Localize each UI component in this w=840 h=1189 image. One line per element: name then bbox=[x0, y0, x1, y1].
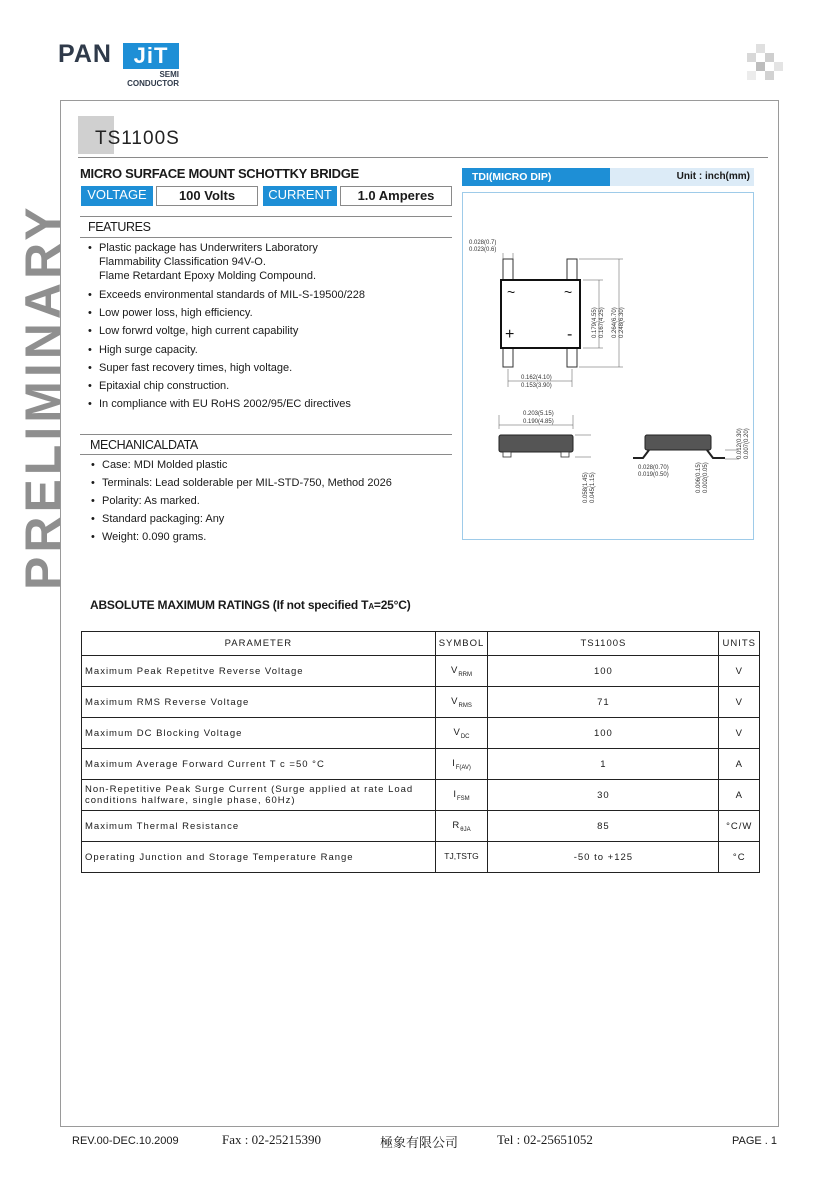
feature-item: • Epitaxial chip construction. bbox=[88, 379, 448, 393]
ratings-title: ABSOLUTE MAXIMUM RATINGS (If not specified TA=25°C) bbox=[90, 598, 411, 612]
mechanical-item: • Standard packaging: Any bbox=[91, 512, 451, 526]
current-label: CURRENT bbox=[263, 186, 337, 206]
cell-unit: A bbox=[719, 780, 760, 811]
table-row bbox=[82, 780, 760, 811]
dim-lead-thickness-max: 0.012(0.30) bbox=[737, 428, 743, 459]
features-bottom-rule bbox=[80, 237, 452, 238]
cell-parameter: Operating Junction and Storage Temperature Range bbox=[82, 842, 436, 873]
cell-unit: A bbox=[719, 749, 760, 780]
ac-terminal-symbol-1: ~ bbox=[507, 284, 516, 300]
footer-page-number: PAGE . 1 bbox=[732, 1135, 778, 1147]
brand-pan-text: PAN bbox=[58, 40, 112, 68]
dim-lead-pitch-min: 0.153(3.90) bbox=[521, 383, 552, 389]
feature-item: • Low forwrd voltge, high current capability bbox=[88, 324, 448, 338]
feature-item-continued: Flame Retardant Epoxy Molding Compound. bbox=[99, 270, 317, 282]
cell-value: -50 to +125 bbox=[488, 842, 719, 873]
package-drawing-box bbox=[462, 192, 754, 540]
cell-value: 100 bbox=[488, 656, 719, 687]
dim-total-height-max: 0.264(6.70) bbox=[612, 307, 618, 338]
positive-terminal-symbol: + bbox=[505, 326, 515, 343]
cell-unit: V bbox=[719, 687, 760, 718]
dim-foot-length-max: 0.028(0.70) bbox=[638, 465, 669, 471]
feature-item: • Low power loss, high efficiency. bbox=[88, 306, 448, 320]
mechanical-list bbox=[91, 458, 451, 548]
dim-package-height-max: 0.058(1.45) bbox=[583, 472, 589, 503]
mechanical-top-rule bbox=[80, 434, 452, 435]
cell-parameter: Maximum RMS Reverse Voltage bbox=[82, 687, 436, 718]
feature-item: • High surge capacity. bbox=[88, 343, 448, 357]
cell-value: 1 bbox=[488, 749, 719, 780]
mechanical-item: • Case: MDI Molded plastic bbox=[91, 458, 451, 472]
cell-symbol: $I_{F(AV)}$ bbox=[435, 749, 488, 780]
footer-company: 極象有限公司 bbox=[380, 1135, 459, 1150]
dim-foot-length-min: 0.019(0.50) bbox=[638, 472, 669, 478]
cell-value: 85 bbox=[488, 811, 719, 842]
table-row bbox=[82, 749, 760, 780]
package-end-view bbox=[633, 428, 750, 493]
dim-body-height-min: 0.167(4.25) bbox=[599, 307, 605, 338]
cell-parameter: Non-Repetitive Peak Surge Current (Surge applied at rate Load conditions halfware, single phase, 60Hz) bbox=[82, 780, 436, 811]
features-list bbox=[88, 241, 448, 415]
dim-total-height-min: 0.248(6.30) bbox=[619, 307, 625, 338]
cell-symbol: $R_{\theta JA}$ bbox=[435, 811, 488, 842]
footer-revision: REV.00-DEC.10.2009 bbox=[72, 1135, 179, 1147]
features-heading: FEATURES bbox=[88, 220, 151, 234]
header-parameter: PARAMETER bbox=[82, 632, 436, 656]
cell-unit: V bbox=[719, 718, 760, 749]
table-row bbox=[82, 718, 760, 749]
title-divider bbox=[78, 157, 768, 158]
cell-value: 71 bbox=[488, 687, 719, 718]
current-value: 1.0 Amperes bbox=[340, 186, 452, 206]
voltage-label: VOLTAGE bbox=[81, 186, 153, 206]
feature-item: • In compliance with EU RoHS 2002/95/EC directives bbox=[88, 397, 448, 411]
dim-package-height-min: 0.045(1.15) bbox=[590, 472, 596, 503]
preliminary-watermark: PRELIMINARY bbox=[15, 203, 71, 590]
package-outline-drawing bbox=[463, 193, 753, 539]
table-row bbox=[82, 687, 760, 718]
cell-symbol: $V_{RMS}$ bbox=[435, 687, 488, 718]
feature-item: • Exceeds environmental standards of MIL-S-19500/228 bbox=[88, 288, 448, 302]
cell-unit: V bbox=[719, 656, 760, 687]
mechanical-item: • Weight: 0.090 grams. bbox=[91, 530, 451, 544]
header-units: UNITS bbox=[719, 632, 760, 656]
cell-value: 30 bbox=[488, 780, 719, 811]
cell-value: 100 bbox=[488, 718, 719, 749]
footer-tel: Tel : 02-25651052 bbox=[497, 1132, 593, 1147]
table-row bbox=[82, 842, 760, 873]
ac-terminal-symbol-2: ~ bbox=[564, 284, 573, 300]
ratings-table bbox=[81, 631, 760, 873]
package-unit: Unit : inch(mm) bbox=[676, 171, 750, 182]
footer-fax: Fax : 02-25215390 bbox=[222, 1132, 321, 1147]
table-row bbox=[82, 811, 760, 842]
brand-semi-text: SEMI bbox=[159, 70, 179, 79]
dim-body-length-max: 0.203(5.15) bbox=[523, 411, 554, 417]
cell-symbol: $I_{FSM}$ bbox=[435, 780, 488, 811]
brand-jit-logo: JiT bbox=[123, 43, 179, 69]
cell-unit: °C bbox=[719, 842, 760, 873]
dim-standoff-max: 0.006(0.15) bbox=[696, 462, 702, 493]
negative-terminal-symbol: - bbox=[567, 326, 573, 343]
package-top-view bbox=[469, 240, 625, 389]
mechanical-item: • Polarity: As marked. bbox=[91, 494, 451, 508]
cell-symbol: $V_{RRM}$ bbox=[435, 656, 488, 687]
header-part: TS1100S bbox=[488, 632, 719, 656]
table-header-row bbox=[82, 632, 760, 656]
cell-parameter: Maximum Average Forward Current T c =50 °C bbox=[82, 749, 436, 780]
voltage-value: 100 Volts bbox=[156, 186, 258, 206]
feature-item: • Plastic package has Underwriters Laboratory bbox=[88, 241, 448, 255]
cell-parameter: Maximum Peak Repetitve Reverse Voltage bbox=[82, 656, 436, 687]
mechanical-heading: MECHANICALDATA bbox=[90, 438, 198, 452]
dim-lead-width-max: 0.028(0.7) bbox=[469, 240, 497, 246]
feature-item-continued: Flammability Classification 94V-O. bbox=[99, 256, 266, 268]
dim-lead-thickness-min: 0.007(0.20) bbox=[744, 428, 750, 459]
feature-item: • Super fast recovery times, high voltage. bbox=[88, 361, 448, 375]
product-subtitle: MICRO SURFACE MOUNT SCHOTTKY BRIDGE bbox=[80, 166, 359, 181]
mechanical-item: • Terminals: Lead solderable per MIL-STD-750, Method 2026 bbox=[91, 476, 451, 490]
brand-conductor-text: CONDUCTOR bbox=[127, 79, 179, 88]
package-name: TDI(MICRO DIP) bbox=[462, 168, 610, 186]
mechanical-bottom-rule bbox=[80, 454, 452, 455]
part-number-title: TS1100S bbox=[95, 128, 180, 149]
dim-lead-width-min: 0.023(0.6) bbox=[469, 247, 497, 253]
dim-body-length-min: 0.190(4.85) bbox=[523, 419, 554, 425]
cell-unit: °C/W bbox=[719, 811, 760, 842]
cell-parameter: Maximum Thermal Resistance bbox=[82, 811, 436, 842]
dim-body-height-max: 0.179(4.55) bbox=[592, 307, 598, 338]
cell-symbol: $V_{DC}$ bbox=[435, 718, 488, 749]
features-top-rule bbox=[80, 216, 452, 217]
cell-parameter: Maximum DC Blocking Voltage bbox=[82, 718, 436, 749]
package-side-view bbox=[499, 411, 596, 503]
dim-lead-pitch-max: 0.162(4.10) bbox=[521, 375, 552, 381]
dim-standoff-min: 0.002(0.05) bbox=[703, 462, 709, 493]
table-row bbox=[82, 656, 760, 687]
header-symbol: SYMBOL bbox=[435, 632, 488, 656]
brand-subtitle bbox=[123, 70, 179, 88]
cell-symbol: TJ,TSTG bbox=[435, 842, 488, 873]
